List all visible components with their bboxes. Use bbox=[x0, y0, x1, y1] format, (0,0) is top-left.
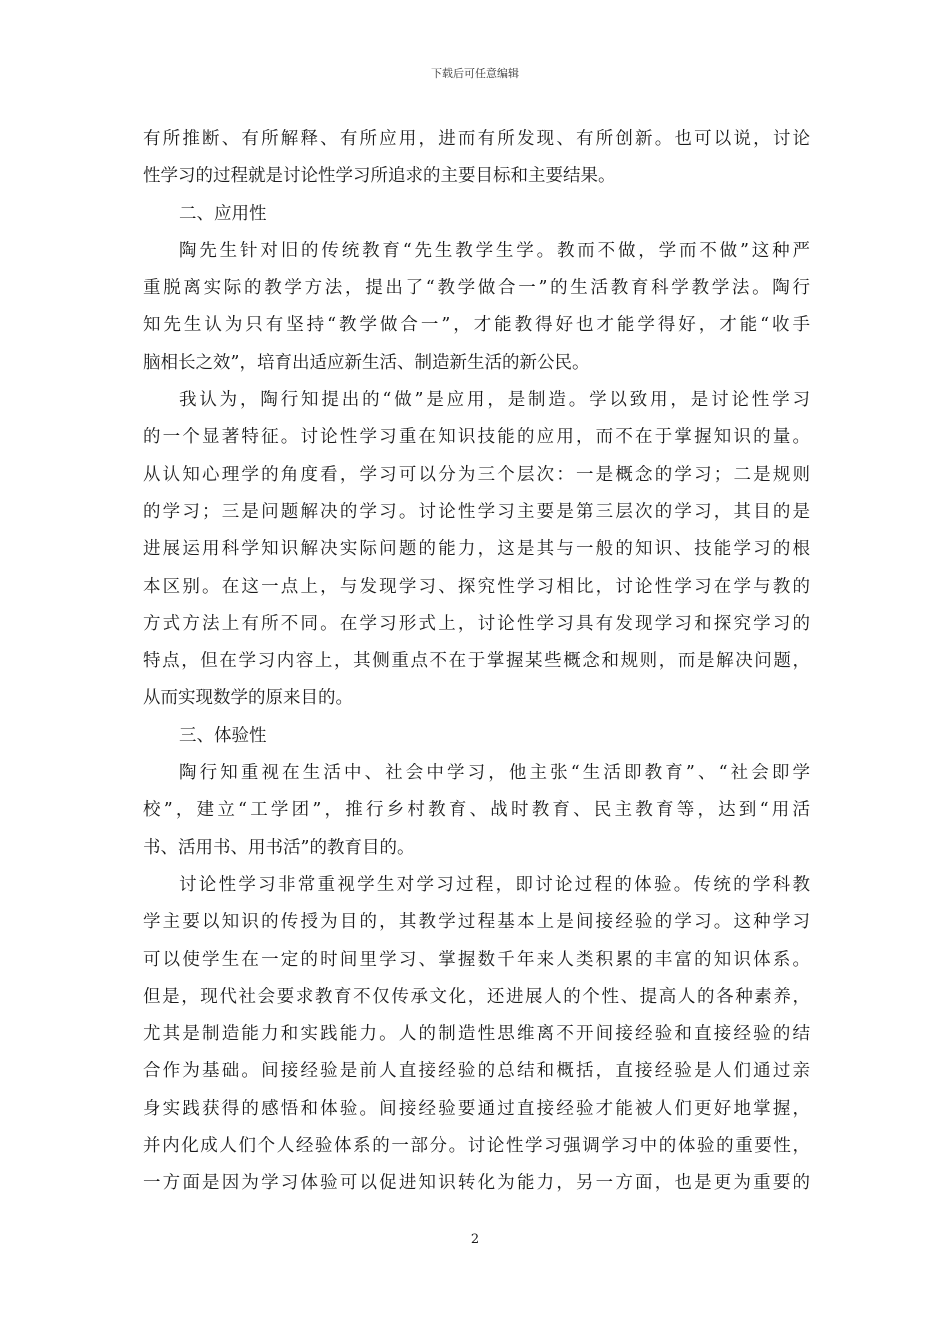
text-line: 身实践获得的感悟和体验。间接经验要通过直接经验才能被人们更好地掌握， bbox=[143, 1098, 810, 1119]
section-heading bbox=[143, 718, 810, 755]
text-line: 知先生认为只有坚持“教学做合一”，才能教得好也才能学得好，才能“收手 bbox=[143, 315, 810, 336]
text-line: 有所推断、有所解释、有所应用，进而有所发现、有所创新。也可以说，讨论 bbox=[143, 129, 810, 149]
paragraph bbox=[143, 233, 810, 382]
text-line: 陶行知重视在生活中、社会中学习，他主张“生活即教育”、“社会即学 bbox=[179, 763, 810, 784]
heading-text: 三、体验性 bbox=[179, 725, 267, 746]
text-line: 性学习的过程就是讨论性学习所追求的主要目标和主要结果。 bbox=[143, 166, 616, 187]
text-line: 学主要以知识的传授为目的，其教学过程基本上是间接经验的学习。这种学习 bbox=[143, 912, 810, 933]
page-header: 下载后可任意编辑 bbox=[431, 67, 519, 80]
text-line: 特点，但在学习内容上，其侧重点不在于掌握某些概念和规则，而是解决问题， bbox=[143, 651, 810, 672]
text-line: 陶先生针对旧的传统教育“先生教学生学。教而不做，学而不做”这种严 bbox=[179, 240, 810, 261]
paragraph bbox=[143, 755, 810, 867]
text-line: 校”，建立“工学团”，推行乡村教育、战时教育、民主教育等，达到“用活 bbox=[143, 800, 810, 821]
paragraph bbox=[143, 121, 810, 196]
heading-text: 二、应用性 bbox=[179, 203, 267, 224]
text-line: 可以使学生在一定的时间里学习、掌握数千年来人类积累的丰富的知识体系。 bbox=[143, 949, 810, 970]
text-line: 的学习；三是问题解决的学习。讨论性学习主要是第三层次的学习，其目的是 bbox=[143, 501, 810, 522]
page-number: 2 bbox=[470, 1232, 480, 1247]
text-line: 重脱离实际的教学方法，提出了“教学做合一”的生活教育科学教学法。陶行 bbox=[143, 278, 810, 299]
text-line: 脑相长之效”，培育出适应新生活、制造新生活的新公民。 bbox=[143, 352, 590, 373]
text-line: 尤其是制造能力和实践能力。人的制造性思维离不开间接经验和直接经验的结 bbox=[143, 1024, 810, 1045]
text-line: 书、活用书、用书活”的教育目的。 bbox=[143, 837, 415, 858]
text-line: 从认知心理学的角度看，学习可以分为三个层次：一是概念的学习；二是规则 bbox=[143, 464, 810, 485]
text-line: 但是，现代社会要求教育不仅传承文化，还进展人的个性、提高人的各种素养， bbox=[143, 986, 810, 1007]
paragraph bbox=[143, 867, 810, 1203]
text-line: 一方面是因为学习体验可以促进知识转化为能力，另一方面，也是更为重要的 bbox=[143, 1173, 810, 1194]
text-line: 合作为基础。间接经验是前人直接经验的总结和概括，直接经验是人们通过亲 bbox=[143, 1061, 810, 1082]
document-body bbox=[143, 121, 810, 1203]
text-line: 并内化成人们个人经验体系的一部分。讨论性学习强调学习中的体验的重要性， bbox=[143, 1136, 810, 1157]
paragraph bbox=[143, 382, 810, 718]
section-heading bbox=[143, 196, 810, 233]
text-line: 从而实现数学的原来目的。 bbox=[143, 688, 353, 709]
text-line: 讨论性学习非常重视学生对学习过程，即讨论过程的体验。传统的学科教 bbox=[179, 874, 810, 895]
text-line: 本区别。在这一点上，与发现学习、探究性学习相比，讨论性学习在学与教的 bbox=[143, 576, 810, 597]
text-line: 的一个显著特征。讨论性学习重在知识技能的应用，而不在于掌握知识的量。 bbox=[143, 427, 810, 448]
text-line: 进展运用科学知识解决实际问题的能力，这是其与一般的知识、技能学习的根 bbox=[143, 539, 810, 560]
text-line: 方式方法上有所不同。在学习形式上，讨论性学习具有发现学习和探究学习的 bbox=[143, 613, 810, 634]
text-line: 我认为，陶行知提出的“做”是应用，是制造。学以致用，是讨论性学习 bbox=[179, 390, 810, 411]
